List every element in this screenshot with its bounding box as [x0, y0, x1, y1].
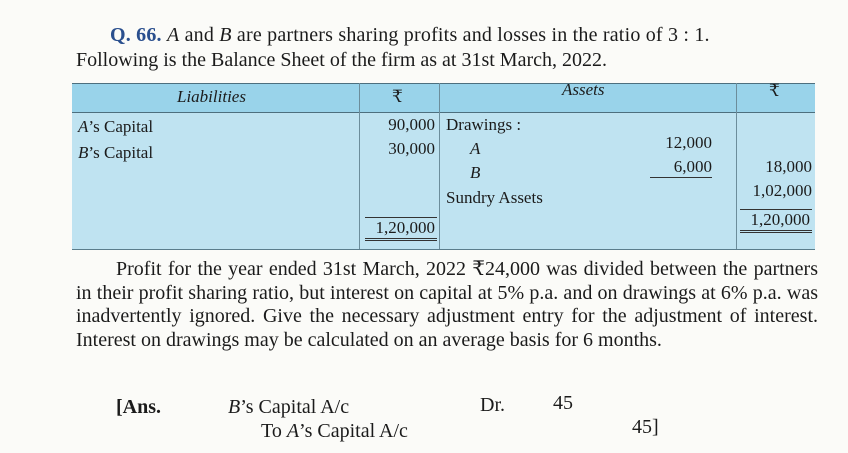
answer-debit-account: B’s Capital A/c: [228, 396, 350, 418]
sundry-assets-amount: 1,02,000: [752, 181, 812, 200]
assets-total: 1,20,000: [740, 209, 812, 233]
drawings-label: Drawings :: [446, 115, 522, 134]
partner-b: B: [219, 24, 232, 46]
liability-b-amount: 30,000: [388, 139, 435, 158]
drawings-a-amount: 12,000: [665, 133, 712, 152]
sundry-assets-label: Sundry Assets: [446, 188, 543, 207]
drawings-b-amount: 6,000: [650, 157, 712, 178]
liability-a-capital: A’s Capital: [78, 117, 154, 136]
question-number: Q. 66.: [110, 24, 162, 46]
question-text: and: [179, 24, 220, 46]
divider: [359, 83, 360, 249]
liability-b-capital: B’s Capital: [78, 143, 154, 162]
header-assets: Assets: [562, 80, 605, 99]
divider: [439, 83, 440, 249]
drawings-b-name: B: [470, 163, 481, 182]
table-header: [72, 80, 815, 113]
balance-sheet-table: [72, 80, 815, 250]
question-paragraph: Profit for the year ended 31st March, 2022 ₹24,000 was divided between the partners in their profit sharing ratio, but interest on capital at 5% p.a. and on drawings at 6% p.a. was inadvertently ignored. Give the necessary adjustment entry for the adjustment of interest. Interest on drawings may be calculated on an average basis for 6 months.: [76, 258, 818, 351]
answer-credit-amount: 45]: [632, 416, 659, 438]
header-rupee-1: ₹: [392, 87, 403, 106]
answer-credit-account: To A’s Capital A/c: [261, 420, 408, 442]
liabilities-total: 1,20,000: [365, 217, 437, 241]
answer-dr: Dr.: [480, 394, 505, 416]
question-line-2: Following is the Balance Sheet of the firm as at 31st March, 2022.: [76, 49, 608, 71]
liability-a-amount: 90,000: [388, 115, 435, 134]
partner-a: A: [166, 24, 180, 46]
question-line-1: [110, 24, 710, 47]
drawings-total: 18,000: [765, 157, 812, 176]
divider: [736, 83, 737, 249]
answer-label: [Ans.: [116, 396, 162, 418]
header-rupee-2: ₹: [769, 81, 780, 100]
header-liabilities: Liabilities: [177, 87, 246, 106]
question-text: are partners sharing profits and losses in the ratio of 3 : 1.: [231, 24, 710, 46]
drawings-a-name: A: [470, 139, 481, 158]
answer-debit-amount: 45: [553, 392, 573, 414]
